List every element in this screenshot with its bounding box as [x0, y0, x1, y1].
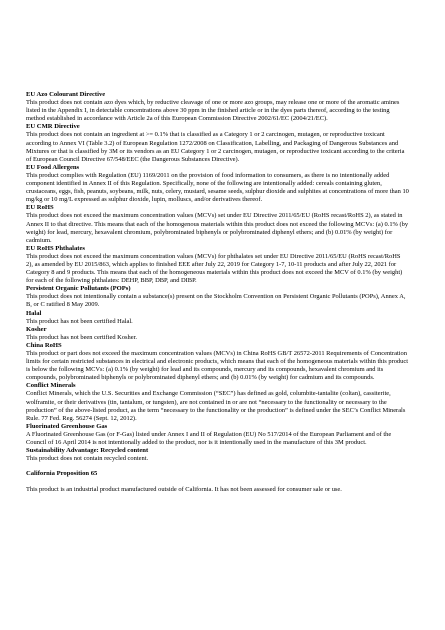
section-body: Conflict Minerals, which the U.S. Securities and Exchange Commission (“SEC”) has defined as gold, columbite-tantalite (coltan), cassiterite, wolframite, or their derivatives (tin, tantalum, or tungsten), are not contained in or are not “necessary to the functionality or necessary to the production” of the above-listed product, as the term “necessary to the functionality or the production” is defined under the SEC’s Conflict Minerals Rule. 77 Fed. Reg. 56274 (Sept. 12, 2012). [26, 390, 406, 422]
section-heading: Fluorinated Greenhouse Gas [26, 422, 108, 430]
section-body: This product does not contain an ingredient at >= 0.1% that is classified as a Category 1 or 2 carcinogen, mutagen, or reproductive toxicant according to Annex VI (Table 3.2) of European Regulation 1272/2008 on Classification, Labelling, and Packaging of Dangerous Substances and Mixtures or that is classified by 3M or its vendors as an EU Category 1 or 2 carcinogen, mutagen, or reproductive toxicant according to the criteria of European Council Directive 67/548/EEC (the Dangerous Substances Directive). [26, 131, 405, 163]
section-heading: Conflict Minerals [26, 382, 76, 390]
section-body: This product is an industrial product manufactured outside of California. It has not been assessed for consumer sale or use. [26, 486, 342, 494]
regulatory-section [26, 447, 409, 463]
regulatory-section [26, 310, 409, 326]
regulatory-section [26, 342, 409, 382]
section-spacer [26, 463, 409, 470]
section-body: This product has not been certified Halal. [26, 317, 133, 325]
section-heading: Persistent Organic Pollutants (POPs) [26, 285, 131, 293]
section-heading: EU RoHS [26, 204, 54, 212]
regulatory-section [26, 204, 409, 244]
section-heading: California Proposition 65 [26, 470, 98, 478]
section-heading: Kosher [26, 325, 47, 333]
regulatory-section [26, 326, 409, 342]
section-heading: EU Azo Colourant Directive [26, 91, 106, 98]
regulatory-section [26, 382, 409, 422]
section-body: This product or part does not exceed the maximum concentration values (MCVs) in China RoHS GB/T 26572-2011 Requirements of Concentration limits for certain restricted substances in electrical and electronic products, which means that each of the homogeneous materials within this product is below the following MCVs: (a) 0.1% (by weight) for lead and its compounds, mercury and its compounds, hexavalent chromium and its compounds, polybrominated biphenyls or polybrominated diphenyl ethers; and (b) 0.01% (by weight) for cadmium and its compounds. [26, 350, 409, 382]
section-body: A Fluorinated Greenhouse Gas (or F-Gas) listed under Annex I and II of Regulation (EU) No 517/2014 of the European Parliament and of the Council of 16 April 2014 is not intentionally added to the product, nor is it intentionally used in the manufacture of this 3M product. [26, 430, 392, 447]
section-body: This product does not intentionally contain a substance(s) present on the Stockholm Convention on Persistent Organic Pollutants (POPs), Annex A, B, or C ratified 8 May 2009. [26, 293, 406, 309]
california-prop65-section [26, 470, 409, 494]
section-body: This product does not contain recycled content. [26, 455, 149, 463]
regulatory-section [26, 91, 409, 123]
section-body: This product has not been certified Kosher. [26, 333, 138, 341]
regulatory-section [26, 423, 409, 447]
section-heading: China RoHS [26, 341, 62, 349]
regulatory-sections [26, 91, 409, 463]
regulatory-section [26, 285, 409, 309]
regulatory-section [26, 245, 409, 285]
section-heading: EU CMR Directive [26, 123, 80, 131]
section-body: This product complies with Regulation (EU) 1169/2011 on the provision of food information to consumers, as there is no intentionally added component identified in Annex II of this Regulation. Specifically, none of the following are intentionally added: cereals containing gluten, crustaceans, eggs, fish, peanuts, soybeans, milk, nuts, celery, mustard, sesame seeds, sulphur dioxide and sulphites at concentrations of more than 10 mg/kg or 10 mg/L expressed as sulphur dioxide, lupin, molluscs, and/or derivatives thereof. [26, 171, 409, 204]
regulatory-section [26, 164, 409, 204]
regulatory-section [26, 123, 409, 163]
section-body: This product does not exceed the maximum concentration values (MCVs) for phthalates set under EU Directive 2011/65/EU (RoHS recast/RoHS 2), as amended by EU 2015/863, which applies to finished EEE after July 22, 2019 for Category 1-7, 10-11 products and after July 22, 2021 for Category 8 and 9 products. This means that each of the homogeneous materials within this product does not exceed the MCV of 0.1% (by weight) for each of the following phthalates: DEHP, BBP, DBP, and DIBP. [26, 252, 403, 285]
section-body: This product does not exceed the maximum concentration values (MCVs) set under EU Directive 2011/65/EU (RoHS recast/RoHS 2), as stated in Annex II to that directive. This means that each of the homogenous materials within this product does not exceed the following MCVs: (a) 0.1% (by weight) for lead, mercury, hexavalent chromium, polybrominated biphenyls or polybrominated diphenyl ethers; and (b) 0.01% (by weight) for cadmium. [26, 212, 409, 244]
section-heading: EU RoHS Phthalates [26, 244, 85, 252]
section-body: This product does not contain azo dyes which, by reductive cleavage of one or more azo groups, may release one or more of the aromatic amines listed in the Appendix I, in detectable concentrations above 30 ppm in the finished article or in the dyes parts thereof, according to the testing method established in accordance with Article 2a of this European Commission Directive 2002/61/EC (2004/21/EC). [26, 99, 400, 123]
section-heading: Sustainability Advantage: Recycled content [26, 447, 149, 455]
section-heading: EU Food Allergens [26, 163, 80, 171]
section-heading: Halal [26, 309, 42, 317]
